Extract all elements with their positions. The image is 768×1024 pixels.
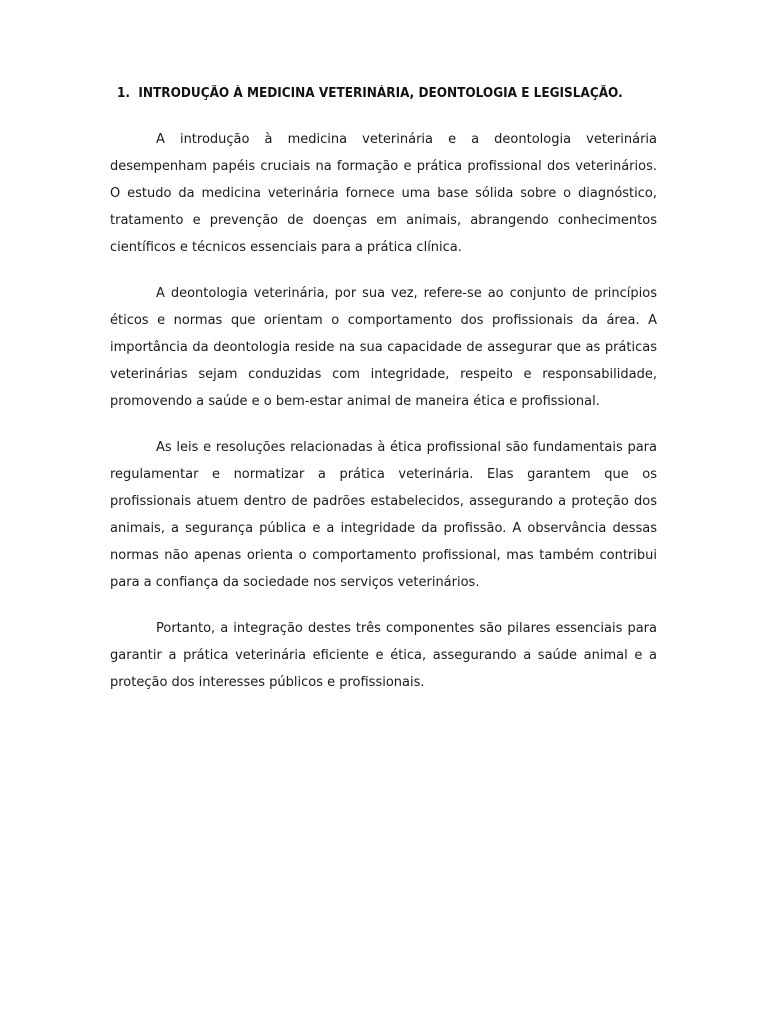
paragraph-deontology: A deontologia veterinária, por sua vez, refere-se ao conjunto de princípios éticos e normas que orientam o comportamento dos profissionais da área. A importância da deontologia reside na sua capacidade de assegurar que as práticas veterinárias sejam conduzidas com integridade, respeito e responsabilidade, promovendo a saúde e o bem-estar animal de maneira ética e profissional. (110, 286, 657, 409)
body-text (110, 126, 657, 715)
paragraph-conclusion: Portanto, a integração destes três componentes são pilares essenciais para garantir a prática veterinária eficiente e ética, assegurando a saúde animal e a proteção dos interesses públicos e profissionais. (110, 621, 657, 690)
section-heading (117, 84, 638, 104)
paragraph-introduction: A introdução à medicina veterinária e a deontologia veterinária desempenham papéis cruciais na formação e prática profissional dos veterinários. O estudo da medicina veterinária fornece uma base sólida sobre o diagnóstico, tratamento e prevenção de doenças em animais, abrangendo conhecimentos científicos e técnicos essenciais para a prática clínica. (110, 132, 657, 255)
paragraph-laws: As leis e resoluções relacionadas à ética profissional são fundamentais para regulamentar e normatizar a prática veterinária. Elas garantem que os profissionais atuem dentro de padrões estabelecidos, assegurando a proteção dos animais, a segurança pública e a integridade da profissão. A observância dessas normas não apenas orienta o comportamento profissional, mas também contribui para a confiança da sociedade nos serviços veterinários. (110, 440, 657, 590)
section-title: INTRODUÇÃO À MEDICINA VETERINÁRIA, DEONTOLOGIA E LEGISLAÇÃO. (138, 86, 623, 101)
section-number: 1. (117, 86, 131, 101)
